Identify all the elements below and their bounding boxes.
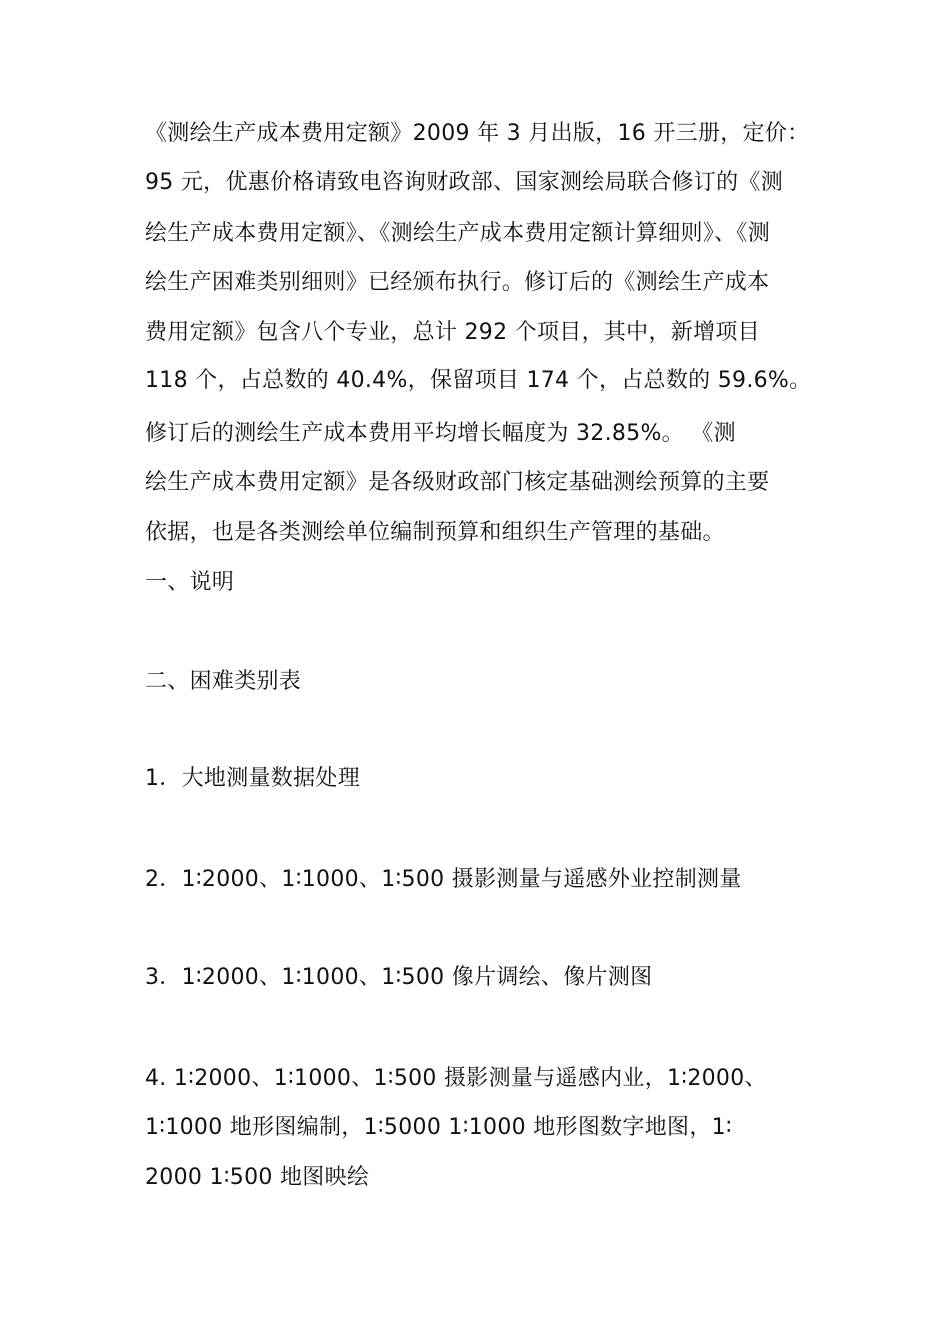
intro-line: 绘生产成本费用定额》、《测绘生产成本费用定额计算细则》、《测	[145, 221, 771, 246]
intro-line: 绘生产困难类别细则》已经颁布执行。修订后的《测绘生产成本	[145, 270, 770, 295]
intro-line: 118 个，占总数的 40.4%，保留项目 174 个，占总数的 59.6%。	[145, 368, 812, 393]
intro-line: 修订后的测绘生产成本费用平均增长幅度为 32.85%。 《测	[145, 421, 736, 446]
list-item-line: 4. 1∶2000、1∶1000、1∶500 摄影测量与遥感内业，1∶2000、	[145, 1066, 767, 1091]
list-item-line: 1∶1000 地形图编制，1∶5000 1∶1000 地形图数字地图，1∶	[145, 1115, 732, 1140]
intro-line: 依据，也是各类测绘单位编制预算和组织生产管理的基础。	[145, 520, 725, 545]
intro-line: 95 元，优惠价格请致电咨询财政部、国家测绘局联合修订的《测	[145, 170, 783, 195]
list-item: 2．1∶2000、1∶1000、1∶500 摄影测量与遥感外业控制测量	[145, 867, 742, 892]
section-heading-explanation: 一、说明	[145, 570, 235, 595]
intro-line: 《测绘生产成本费用定额》2009 年 3 月出版，16 开三册，定价：	[145, 121, 810, 146]
list-item-line: 2000 1∶500 地图映绘	[145, 1165, 370, 1190]
section-heading-difficulty-table: 二、困难类别表	[145, 669, 302, 694]
list-item: 1．大地测量数据处理	[145, 766, 360, 791]
list-item: 3．1∶2000、1∶1000、1∶500 像片调绘、像片测图	[145, 965, 653, 990]
intro-line: 绘生产成本费用定额》是各级财政部门核定基础测绘预算的主要	[145, 470, 770, 495]
intro-line: 费用定额》包含八个专业，总计 292 个项目，其中，新增项目	[145, 320, 760, 345]
